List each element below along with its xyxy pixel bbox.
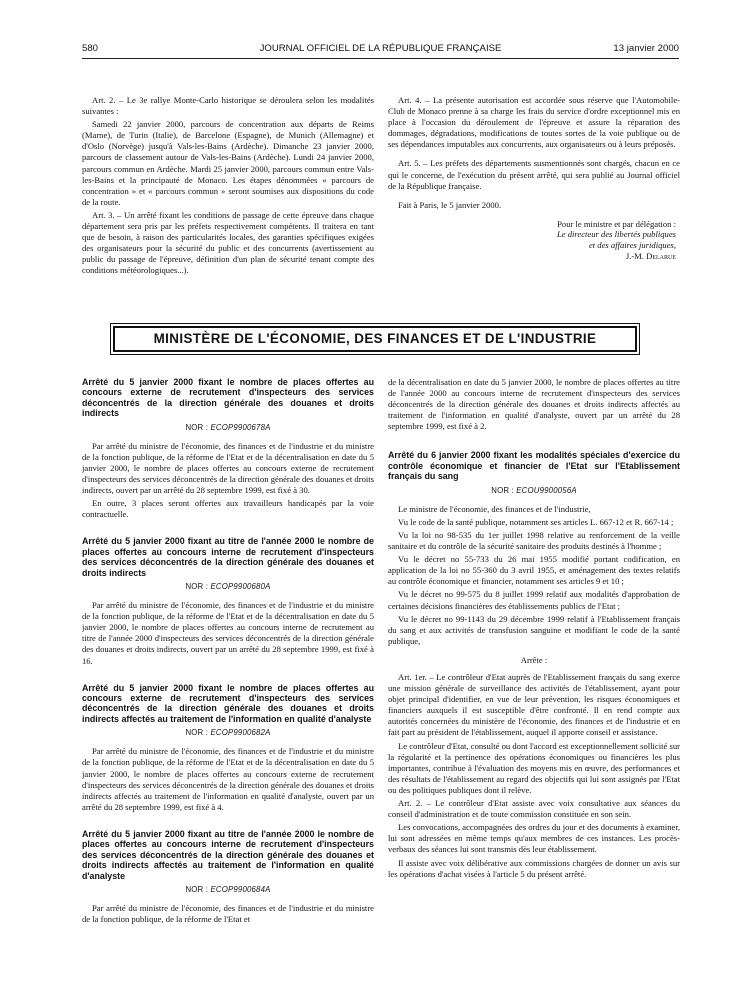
bottom-right-column — [388, 377, 680, 983]
nor-label: NOR : — [185, 728, 209, 738]
nor-label: NOR : — [185, 884, 209, 894]
nor-code: ECOU9900056A — [516, 485, 577, 495]
nor-label: NOR : — [185, 422, 209, 432]
article-5-paragraph: Art. 5. – Les préfets des départements susmentionnés sont chargés, chacun en ce qui le concerne, de l'exécution du présent arrêté, qui sera publié au Journal officiel de la République française. — [388, 158, 680, 191]
article-2-convocations: Les convocations, accompagnées des ordres du jour et des documents à examiner, lui sont adressées en même temps qu'aux membres de ces instances. Les procès-verbaux des séances lui sont transmis dès leur établissement. — [388, 822, 680, 855]
decree-2-paragraph: Par arrêté du ministre de l'économie, des finances et de l'industrie et du ministre de la fonction publique, de la réforme de l'Etat et de la décentralisation en date du 5 janvier 2000, le nombre de places offertes au concours interne de recrutement au titre de l'année 2000 d'inspecteurs des services déconcentrés de la direction générale des douanes et droits indirects, ouvert par un arrêté du 28 septembre 1999, est fixé à 16. — [82, 600, 374, 666]
article-2-sang: Art. 2. – Le contrôleur d'Etat assiste avec voix consultative aux séances du conseil d'administration et de toute commission constituée en son sein. — [388, 798, 680, 820]
vu-decree-99-575: Vu le décret no 99-575 du 8 juillet 1999 relatif aux modalités d'approbation de certaines décisions financières des établissements publics de l'Etat ; — [388, 589, 680, 611]
decree-1-title: Arrêté du 5 janvier 2000 fixant le nombre de places offertes au concours externe de recrutement d'inspecteurs des services déconcentrés de la direction générale des douanes et droits indirects — [82, 377, 374, 419]
decree-1-paragraph: Par arrêté du ministre de l'économie, des finances et de l'industrie et du ministre de la fonction publique, de la réforme de l'Etat et de la décentralisation en date du 5 janvier 2000, le nombre de places offertes au concours externe de recrutement d'inspecteurs des services déconcentrés de la direction générale des douanes et droits indirects, ouvert par un arrêté du 28 septembre 1999, est fixé à 30. — [82, 440, 374, 496]
decree-4-paragraph: Par arrêté du ministre de l'économie, des finances et de l'industrie et du ministre de la fonction publique, de la réforme de l'Etat et — [82, 903, 374, 925]
page-number: 580 — [82, 43, 99, 54]
issue-date: 13 janvier 2000 — [613, 43, 679, 54]
header-rule — [82, 58, 679, 59]
nor-code: ECOP9900678A — [210, 422, 271, 432]
decree-1-nor — [82, 422, 374, 433]
decree-3-nor — [82, 727, 374, 738]
nor-code: ECOP9900682A — [210, 728, 271, 738]
decree-4-nor — [82, 884, 374, 895]
article-3-paragraph: Art. 3. – Un arrêté fixant les conditions de passage de cette épreuve dans chaque département sera pris par les préfets respectivement compétents. Il traitera en tant que de besoin, à raison des particularités locales, des garanties spécifiques exigées des organisateurs pour la sécurité du public et des concurrents (avertissement au public du passage de l'épreuve, définition d'un plan de sécurité tenant compte des conditions météorologiques...). — [82, 209, 374, 276]
decree-2-nor — [82, 581, 374, 592]
nor-label: NOR : — [185, 582, 209, 591]
nor-label: NOR : — [491, 485, 514, 495]
done-at-paris: Fait à Paris, le 5 janvier 2000. — [398, 199, 502, 210]
vu-law-98-535: Vu la loi no 98-535 du 1er juillet 1998 relative au renforcement de la veille sanitaire et du contrôle de la sécurité sanitaire des produits destinés à l'homme ; — [388, 529, 680, 552]
decree-4-title: Arrêté du 5 janvier 2000 fixant au titre de l'année 2000 le nombre de places offertes au concours interne de recrutement d'inspecteurs des services déconcentrés de la direction générale des douanes et droits indirects affectés au traitement de l'information en qualité d'analyste — [82, 828, 374, 881]
bottom-left-column — [82, 377, 374, 983]
nor-code: ECOP9900684A — [210, 884, 271, 894]
decree-2-title: Arrêté du 5 janvier 2000 fixant au titre de l'année 2000 le nombre de places offertes au concours interne de recrutement d'inspecteurs des services déconcentrés de la direction générale des douanes et droits indirects — [82, 536, 374, 578]
vu-public-health-code: Vu le code de la santé publique, notamment ses articles L. 667-12 et R. 667-14 ; — [398, 516, 674, 527]
signature-block — [388, 219, 680, 261]
signature-line-2: Le directeur des libertés publiques — [556, 229, 676, 240]
article-4-paragraph: Art. 4. – La présente autorisation est accordée sous réserve que l'Automobile-Club de Monaco prenne à sa charge les frais du service d'ordre exceptionnel mis en place à l'occasion du déroulement de l'épreuve et assure la réparation des dommages, dégradations, modifications de toutes sortes de la voie publique ou de ses dépendances imputables aux concurrents, aux organisateurs ou à leurs préposés. — [388, 95, 680, 150]
signature-line-3: et des affaires juridiques, — [588, 240, 676, 251]
decree-4-continuation: de la décentralisation en date du 5 janvier 2000, le nombre de places offertes au titre de l'année 2000 au concours interne de recrutement d'inspecteurs des services déconcentrés de la direction générale des douanes et droits indirects affectés au traitement de l'information en qualité d'analyste, ouvert par un arrêté du 28 septembre 1999, est fixé à 2. — [388, 377, 680, 432]
page-header — [82, 43, 679, 56]
nor-code: ECOP9900680A — [210, 582, 271, 591]
vu-decree-99-1143: Vu le décret no 99-1143 du 29 décembre 1999 relatif à l'Etablissement français du sang et aux activités de transfusion sanguine et modifiant le code de la santé publique, — [388, 613, 680, 646]
decree-3-paragraph: Par arrêté du ministre de l'économie, des finances et de l'industrie et du ministre de la fonction publique, de la réforme de l'Etat et de la décentralisation en date du 5 janvier 2000, le nombre de places offertes au concours externe de recrutement d'inspecteurs des services déconcentrés de la direction générale des douanes et droits indirects affectés au traitement de l'information en qualité d'analyste, ouvert par un arrêté du 28 septembre 1999, est fixé à 4. — [82, 746, 374, 812]
article-1er: Art. 1er. – Le contrôleur d'Etat auprès de l'Etablissement français du sang exerce une mission générale de surveillance des activités de l'établissement, ayant pour objet principal d'identifier, en vue de leur prévention, les risques économiques et financiers auxquels il est susceptible d'être confronté. Il en rend compte aux autorités concernées du ministère de l'économie, des finances et de l'industrie et en fait part au président de l'établissement, auquel il apporte conseil et assistance. — [388, 672, 680, 738]
signature-name: J.-M. Delarue — [625, 250, 676, 261]
arrete-heading: Arrête : — [520, 654, 548, 665]
decree-1-paragraph-2: En outre, 3 places seront offertes aux travailleurs handicapés par la voie contractuelle. — [82, 498, 374, 520]
top-left-column — [82, 95, 374, 317]
article-2-commissions: Il assiste avec voix délibérative aux commissions chargées de donner un avis sur les opérations d'achat visées à l'article 5 du présent arrêté. — [388, 857, 680, 879]
article-2-schedule: Samedi 22 janvier 2000, parcours de concentration aux départs de Reims (Marne), de Turin (Italie), de Barcelone (Espagne), de Munich (Allemagne) et d'Oslo (Norvège) jusqu'à Vals-les-Bains (Ardèche). Dimanche 23 janvier 2000, parcours de classement autour de Vals-les-Bains (Ardèche). Lundi 24 janvier 2000, parcours commun en Ardèche. Mardi 25 janvier 2000, parcours commun entre Vals-les-Bains et la principauté de Monaco. Les étapes dénommées « parcours de concentration » et « parcours commun » seront soumises aux dispositions du code de la route. — [82, 119, 374, 207]
decree-5-title: Arrêté du 6 janvier 2000 fixant les modalités spéciales d'exercice du contrôle économique et financier de l'Etat sur l'Etablissement français du sang — [388, 450, 680, 482]
decree-3-title: Arrêté du 5 janvier 2000 fixant le nombre de places offertes au concours externe de recrutement d'inspecteurs des services déconcentrés de la direction générale des douanes et droits indirects affectés au traitement de l'information en qualité d'analyste — [82, 682, 374, 724]
signature-line-1: Pour le ministre et par délégation : — [557, 218, 676, 229]
ministry-banner: MINISTÈRE DE L'ÉCONOMIE, DES FINANCES ET DE L'INDUSTRIE — [113, 326, 637, 352]
article-1er-paragraph-2: Le contrôleur d'Etat, consulté ou dont l'accord est exceptionnellement sollicité sur la régularité et la pertinence des opérations économiques ou financières les plus importantes, contribue à l'évaluation des moyens mis en œuvre, des performances et des résultats de l'établissement au regard des objectifs qui lui sont assignés par l'Etat ou des politiques publiques dont il relève. — [388, 740, 680, 795]
decree-5-nor — [388, 485, 680, 496]
vu-decree-55-733: Vu le décret no 55-733 du 26 mai 1955 modifié portant codification, en application de la loi no 55-360 du 3 avril 1955, et aménagement des textes relatifs au contrôle économique et financier, notamment ses articles 9 et 10 ; — [388, 554, 680, 587]
vu-minister: Le ministre de l'économie, des finances et de l'industrie, — [398, 503, 591, 514]
top-right-column — [388, 95, 680, 317]
journal-title: JOURNAL OFFICIEL DE LA RÉPUBLIQUE FRANÇAISE — [259, 43, 502, 54]
article-2-paragraph: Art. 2. – Le 3e rallye Monte-Carlo historique se déroulera selon les modalités suivantes : — [82, 95, 374, 117]
